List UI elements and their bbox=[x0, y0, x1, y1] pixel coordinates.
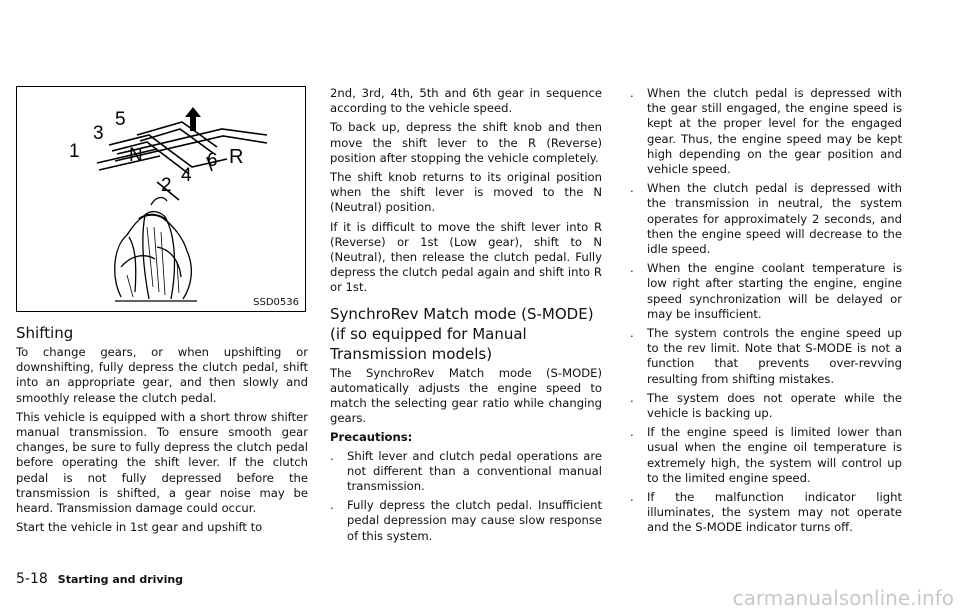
bullet-marker: . bbox=[630, 390, 634, 405]
precautions-label: Precautions: bbox=[330, 430, 413, 445]
bullet-marker: . bbox=[630, 326, 634, 341]
list-item bbox=[630, 181, 902, 257]
list-item-text: If the engine speed is limited lower than usual when the engine oil temperature is extremely high, the system will control up to the limited engine speed. bbox=[647, 425, 902, 485]
list-item-text: If the malfunction indicator light illuminates, the system may not operate and the S-MODE indicator turns off. bbox=[647, 490, 902, 535]
page-footer bbox=[16, 571, 183, 587]
bullet-marker: . bbox=[330, 498, 334, 513]
list-item-text: When the clutch pedal is depressed with the transmission in neutral, the system operates for approximately 2 seconds, and then the engine speed will decrease to the idle speed. bbox=[647, 181, 902, 257]
watermark: carmanualsonline.info bbox=[732, 586, 954, 610]
list-item-text: Shift lever and clutch pedal operations are not different than a conventional manual transmission. bbox=[347, 448, 602, 494]
list-item-text: When the engine coolant temperature is low right after starting the engine, engine speed synchronization will be delayed or may be insufficient. bbox=[647, 261, 902, 321]
paragraph: If it is difficult to move the shift lever into R (Reverse) or 1st (Low gear), shift to N (Neutral), then release the clutch pedal. Fully depress the clutch pedal again and shift into R or 1st. bbox=[330, 219, 602, 295]
list-item-text: Fully depress the clutch pedal. Insufficient pedal depression may cause slow response of this system. bbox=[347, 498, 602, 543]
bullet-marker: . bbox=[630, 490, 634, 505]
paragraph: The SynchroRev Match mode (S-MODE) automatically adjusts the engine speed to match the selecting gear ratio while changing gears. bbox=[330, 365, 602, 426]
gear-label-6: 6 bbox=[207, 150, 218, 171]
right-column bbox=[630, 86, 902, 540]
list-item bbox=[630, 490, 902, 536]
section-name: Starting and driving bbox=[57, 573, 184, 586]
gear-label-5: 5 bbox=[115, 109, 126, 130]
gear-label-3: 3 bbox=[93, 123, 104, 144]
list-item bbox=[630, 86, 902, 177]
figure-id: SSD0536 bbox=[253, 297, 299, 308]
gear-label-1: 1 bbox=[69, 141, 80, 162]
list-item-text: The system controls the engine speed up to the rev limit. Note that S-MODE is not a function that prevents over-revving resulting from shifting mistakes. bbox=[647, 326, 902, 386]
list-item bbox=[630, 261, 902, 322]
list-item bbox=[630, 391, 902, 421]
section-heading-s-mode: SynchroRev Match mode (S-MODE) (if so equipped for Manual Transmission models) bbox=[330, 304, 594, 363]
bullet-marker: . bbox=[630, 261, 634, 276]
bullet-marker: . bbox=[630, 425, 634, 440]
gear-label-4: 4 bbox=[181, 165, 192, 186]
bullet-marker: . bbox=[630, 181, 634, 196]
list-item bbox=[330, 498, 602, 544]
list-item bbox=[630, 326, 902, 387]
precautions-list bbox=[330, 449, 602, 544]
left-column bbox=[16, 86, 308, 539]
paragraph: The shift knob returns to its original position when the shift lever is moved to the N (Neutral) position. bbox=[330, 170, 602, 215]
bullet-marker: . bbox=[630, 86, 634, 100]
gear-label-reverse: R bbox=[229, 146, 244, 168]
list-item-text: The system does not operate while the vehicle is backing up. bbox=[647, 390, 902, 421]
paragraph: Start the vehicle in 1st gear and upshift to bbox=[16, 520, 263, 535]
paragraph: To back up, depress the shift knob and then move the shift lever to the R (Reverse) position after stopping the vehicle completely. bbox=[330, 120, 602, 165]
reverse-arrow-icon bbox=[185, 107, 201, 131]
section-heading-shifting: Shifting bbox=[16, 324, 74, 342]
shift-pattern-illustration bbox=[17, 87, 305, 311]
paragraph: 2nd, 3rd, 4th, 5th and 6th gear in sequence according to the vehicle speed. bbox=[330, 86, 602, 116]
middle-column bbox=[330, 86, 602, 548]
gear-label-neutral: N bbox=[129, 145, 143, 166]
list-item bbox=[630, 425, 902, 486]
precautions-list-continued bbox=[630, 86, 902, 536]
paragraph: This vehicle is equipped with a short throw shifter manual transmission. To ensure smooth gear changes, be sure to fully depress the clutch pedal before operating the shift lever. If the clutch pedal is not fully depressed before the transmission is shifted, a gear noise may be heard. Transmission damage could occur. bbox=[16, 409, 308, 516]
gear-shift-figure bbox=[16, 86, 306, 312]
list-item-text: When the clutch pedal is depressed with the gear still engaged, the engine speed is kept at the proper level for the engaged gear. Thus, the engine speed may be kept high depending on the gear position and vehicle speed. bbox=[647, 86, 902, 177]
paragraph: To change gears, or when upshifting or downshifting, fully depress the clutch pedal, shift into an appropriate gear, and then slowly and smoothly release the clutch pedal. bbox=[16, 345, 308, 405]
list-item bbox=[330, 449, 602, 495]
gear-label-2: 2 bbox=[161, 175, 172, 196]
page-number: 5-18 bbox=[16, 571, 48, 587]
bullet-marker: . bbox=[330, 448, 334, 463]
